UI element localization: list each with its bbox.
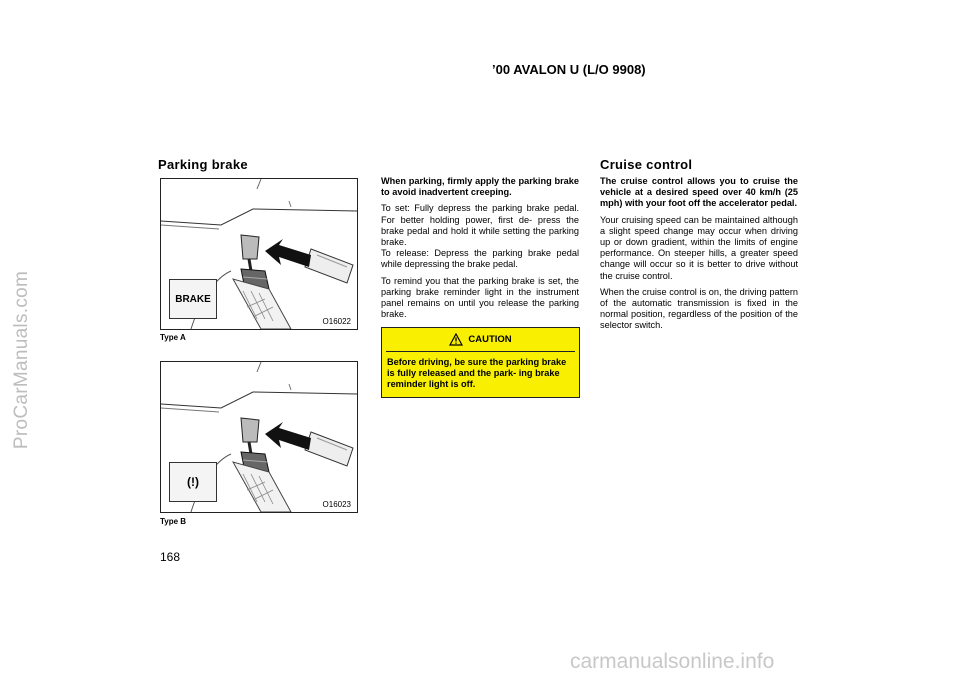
caution-header <box>382 328 579 351</box>
side-watermark <box>2 150 42 570</box>
caution-label: CAUTION <box>468 334 512 345</box>
figure-code-b: O16023 <box>322 500 351 509</box>
warning-triangle-icon <box>449 333 463 346</box>
figure-caption-a: Type A <box>160 333 186 342</box>
parking-intro: When parking, firmly apply the parking brake to avoid inadvertent creeping. <box>381 176 579 198</box>
parking-brake-warning-icon: (!) <box>169 462 217 502</box>
figure-caption-b: Type B <box>160 517 187 526</box>
figure-code-a: O16022 <box>322 317 351 326</box>
caution-box <box>381 327 580 398</box>
parking-reminder-text: To remind you that the parking brake is set, the parking brake reminder light in the instrument panel remains on until you release the parking brake. <box>381 275 579 320</box>
side-watermark-text: ProCarManuals.com <box>11 270 32 450</box>
figure-type-b <box>160 361 358 513</box>
parking-release-instructions: To release: Depress the parking brake pedal while depressing the brake pedal. <box>381 248 579 270</box>
caution-text: Before driving, be sure the parking brake is fully released and the park- ing brake reminder light is off. <box>387 357 567 390</box>
parking-brake-body <box>381 176 579 325</box>
cruise-control-title: Cruise control <box>600 157 693 172</box>
document-header: ’00 AVALON U (L/O 9908) <box>492 62 646 77</box>
cruise-control-body <box>600 176 798 337</box>
parking-brake-title: Parking brake <box>158 157 248 172</box>
brake-warning-icon: BRAKE <box>169 279 217 319</box>
cruise-intro: The cruise control allows you to cruise the vehicle at a desired speed over 40 km/h (25 mph) with your foot off the accelerator pedal. <box>600 176 798 209</box>
cruise-transmission-text: When the cruise control is on, the driving pattern of the automatic transmission is fixed in the normal position, regardless of the position of the selector switch. <box>600 286 798 331</box>
page-number: 168 <box>160 550 181 564</box>
footer-watermark: carmanualsonline.info <box>570 650 775 673</box>
cruise-speed-text: Your cruising speed can be maintained although a slight speed change may occur when driving up or down gradient, within the limits of engine performance. On steeper hills, a greater speed change will occur so it is better to drive without the cruise control. <box>600 214 798 281</box>
figure-type-a <box>160 178 358 330</box>
parking-set-instructions: To set: Fully depress the parking brake pedal. For better holding power, first de- press the brake pedal and hold it while setting the parking brake. <box>381 203 579 248</box>
